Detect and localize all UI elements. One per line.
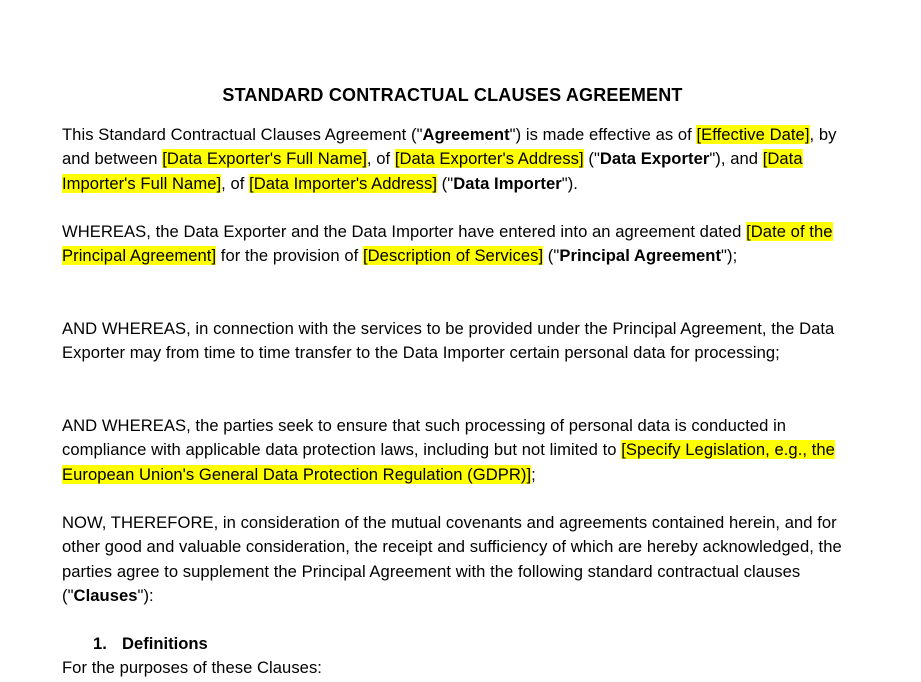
data-exporter-name-placeholder[interactable]: [Data Exporter's Full Name]: [162, 149, 367, 169]
whereas-paragraph-1: WHEREAS, the Data Exporter and the Data Importer have entered into an agreement dated [Date of the Principal Agreement] for the provision of [Description of Services] ("Principal Agreement");: [62, 222, 833, 266]
effective-date-placeholder[interactable]: [Effective Date]: [696, 125, 810, 144]
data-exporter-address-placeholder[interactable]: [Data Exporter's Address]: [394, 149, 584, 169]
principal-agreement-term: Principal Agreement: [559, 246, 722, 266]
agreement-term: Agreement: [422, 125, 510, 144]
data-importer-term: Data Importer: [453, 173, 562, 193]
services-description-placeholder[interactable]: [Description of Services]: [362, 246, 544, 266]
principal-agreement-date-placeholder[interactable]: [Date of the Principal Agreement]: [62, 222, 833, 266]
intro-paragraph: This Standard Contractual Clauses Agreement ("Agreement") is made effective as of [Effective Date], by and between [Data Exporter's Full Name], of [Data Exporter's Address] ("Data Exporter"), and [Data Importer's Full Name], of [Data Importer's Address] ("Data Importer").: [62, 125, 837, 193]
whereas-paragraph-2: AND WHEREAS, in connection with the services to be provided under the Principal Agreement, the Data Exporter may from time to time transfer to the Data Importer certain personal data for processing;: [62, 319, 835, 363]
data-importer-name-placeholder[interactable]: [Data Importer's Full Name]: [62, 149, 803, 193]
section-title: Definitions: [122, 634, 208, 653]
document-title: STANDARD CONTRACTUAL CLAUSES AGREEMENT: [222, 85, 683, 105]
section-number: 1.: [93, 634, 107, 653]
therefore-paragraph: NOW, THEREFORE, in consideration of the mutual covenants and agreements contained herein, and for other good and valuable consideration, the receipt and sufficiency of which are hereby acknowledged, the parties agree to supplement the Principal Agreement with the following standard contractual clauses ("Clauses"):: [62, 513, 842, 606]
data-importer-address-placeholder[interactable]: [Data Importer's Address]: [249, 173, 438, 193]
definitions-intro: For the purposes of these Clauses:: [62, 658, 322, 677]
whereas-paragraph-3: AND WHEREAS, the parties seek to ensure that such processing of personal data is conducted in compliance with applicable data protection laws, including but not limited to [Specify Legislation, e.g., the European Union's General Data Protection Regulation (GDPR)];: [62, 416, 835, 484]
section-heading-definitions: [93, 632, 208, 656]
clauses-term: Clauses: [73, 586, 138, 606]
legislation-placeholder[interactable]: [Specify Legislation, e.g., the European Union's General Data Protection Regulation (GDPR)]: [62, 440, 835, 484]
data-exporter-term: Data Exporter: [599, 149, 710, 169]
